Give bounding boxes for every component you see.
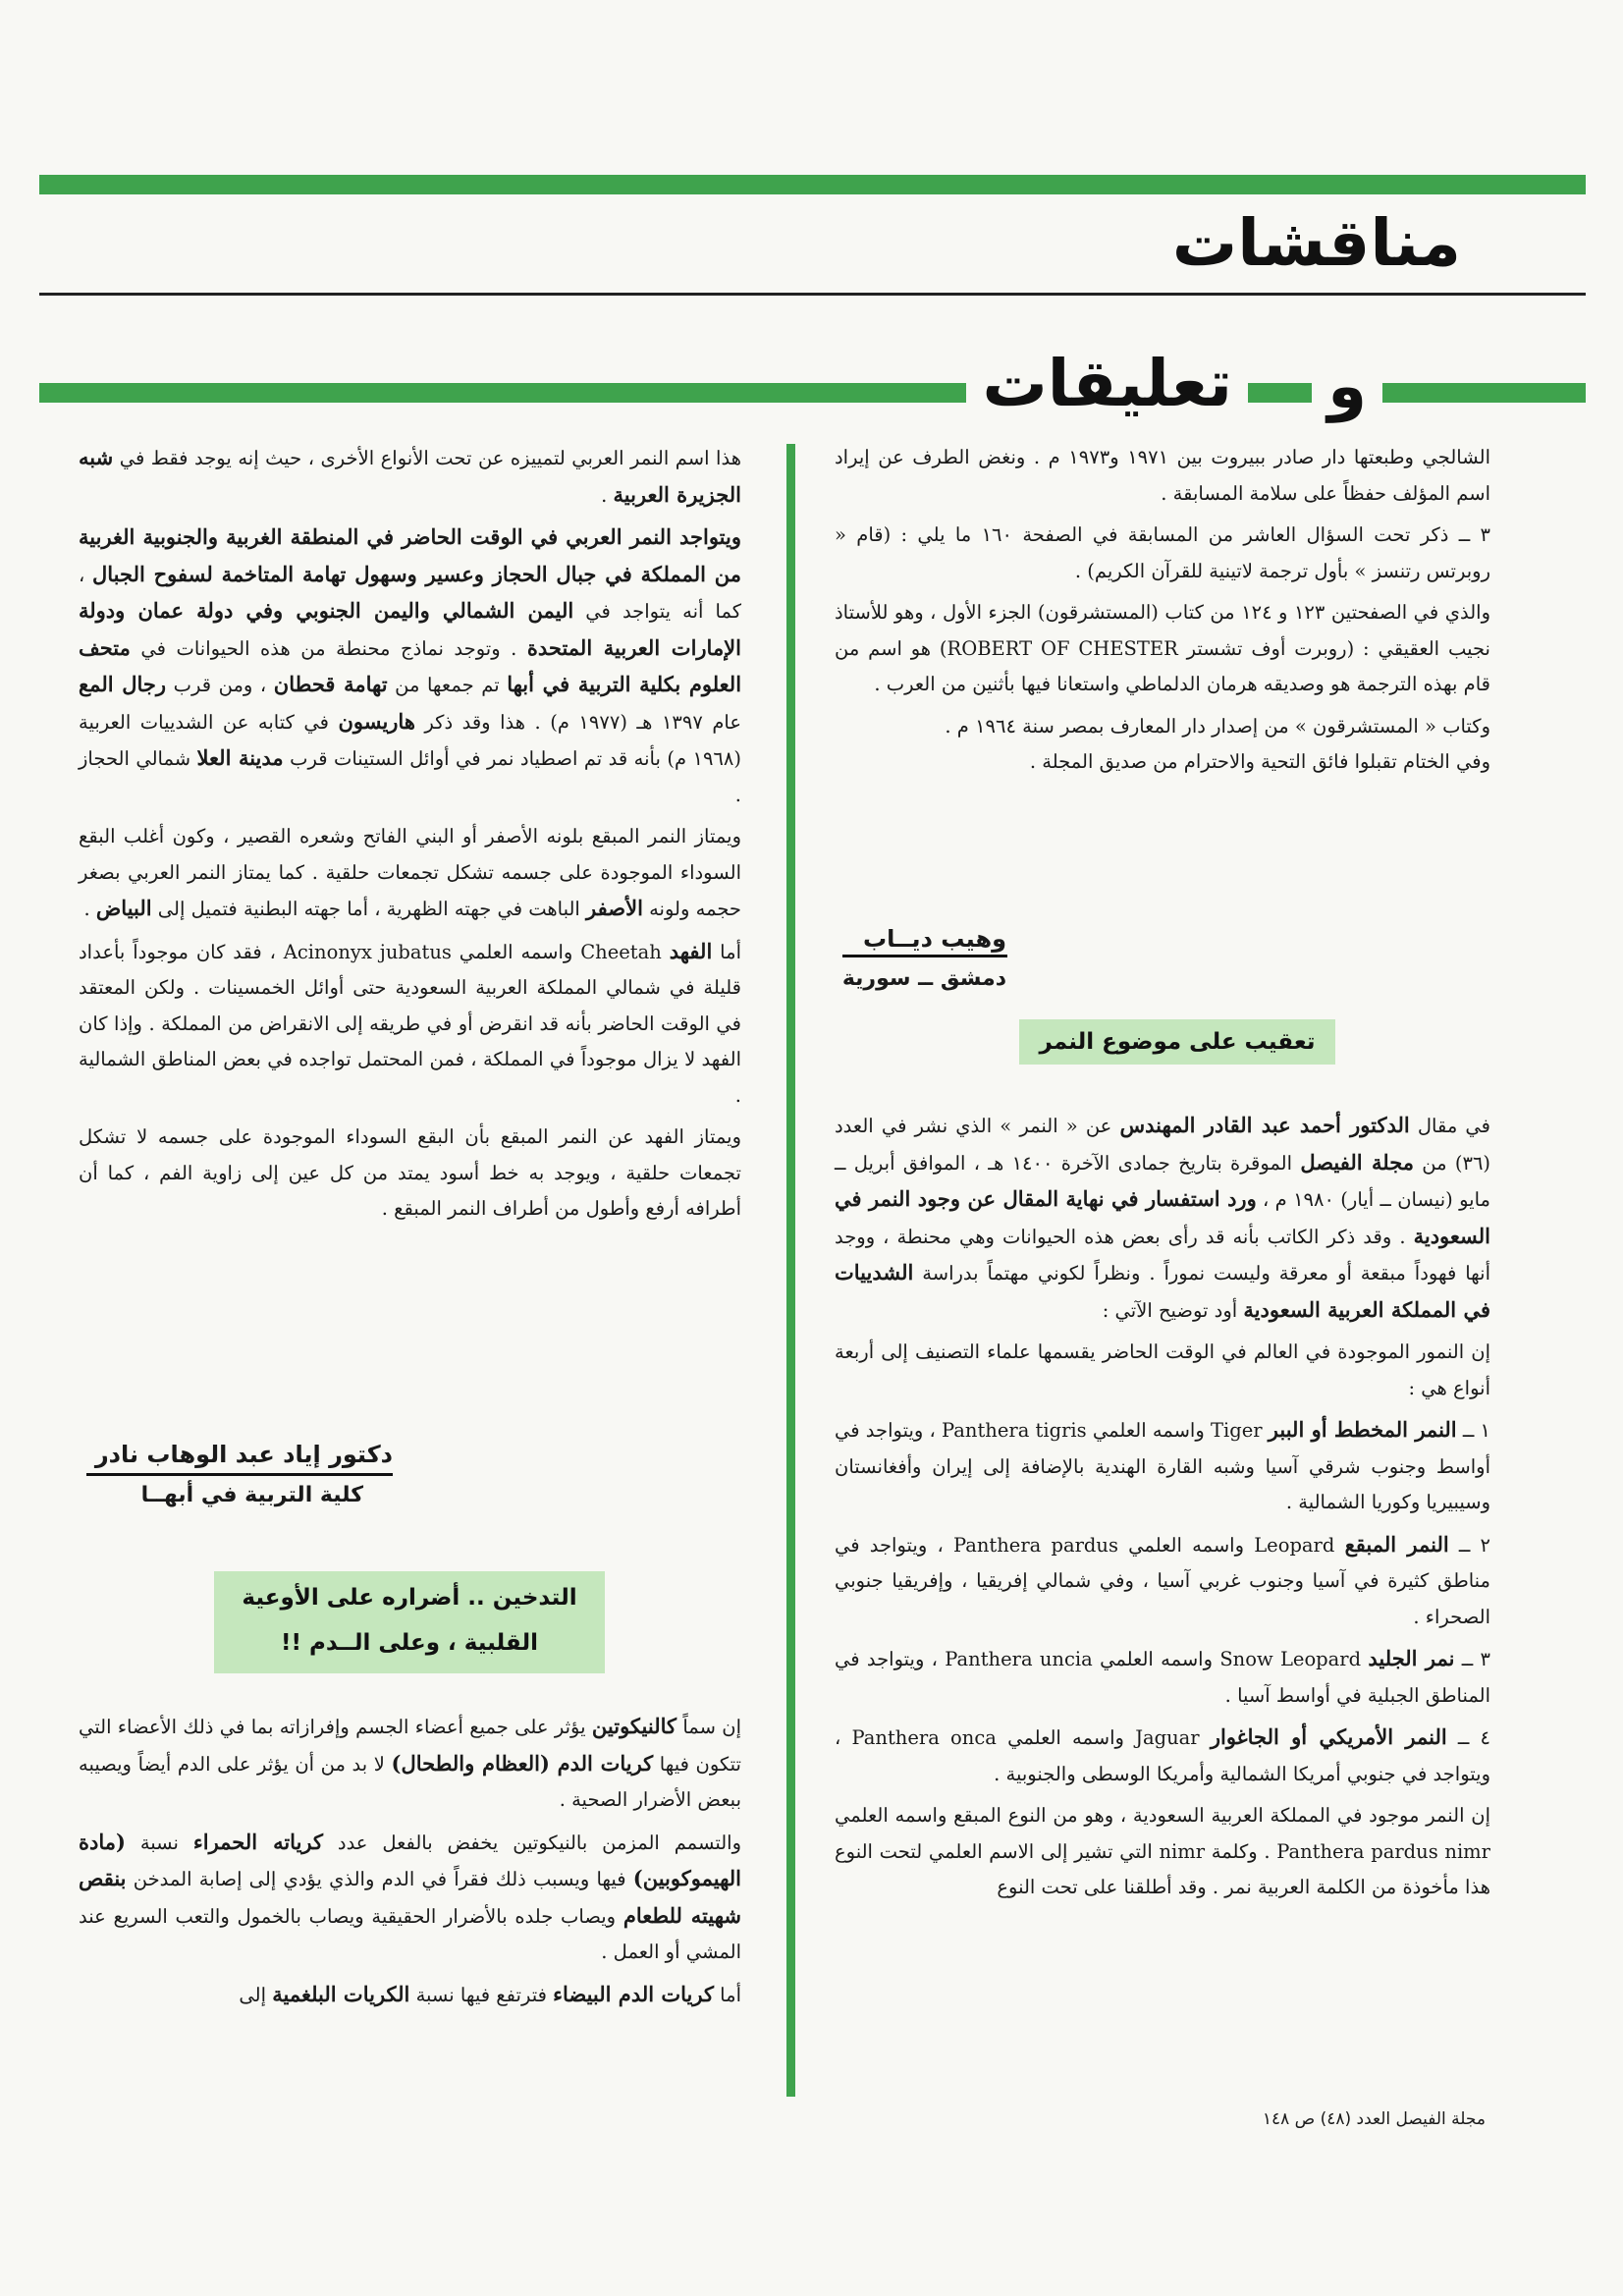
paragraph: إن النمر موجود في المملكة العربية السعودية ، وهو من النوع المبقع واسمه العلمي Panthera pardus nimr . وكلمة nimr التي تشير إلى الاسم العلمي لتحت النوع هذا مأخوذة من الكلمة العربية نمر . وقد أطلقنا على تحت النوع	[835, 1804, 1490, 1898]
paragraph: ويمتاز الفهد عن النمر المبقع بأن البقع السوداء الموجودة على جسمه لا تشكل تجمعات حلقية ، ويوجد به خط أسود يمتد من كل عين إلى زاوية الفم ، كما أن أطرافه أرفع وأطول من أطراف النمر المبقع .	[79, 1125, 741, 1220]
paragraph: إن النمور الموجودة في العالم في الوقت الحاضر يقسمها علماء التصنيف إلى أربعة أنواع هي :	[835, 1340, 1490, 1399]
right-column	[835, 440, 1490, 787]
left-column	[79, 440, 741, 1233]
paragraph: ٣ ــ ذكر تحت السؤال العاشر من المسابقة في الصفحة ١٦٠ ما يلي : (قام « روبرتس رتنسز » بأول ترجمة لاتينية للقرآن الكريم) .	[835, 523, 1490, 582]
section-title-comments: تعليقات	[966, 352, 1248, 416]
header-divider	[39, 293, 1586, 296]
paragraph: والتسمم المزمن بالنيكوتين يخفض بالفعل عدد كرياته الحمراء نسبة (مادة الهيموكوبين) فيها ويسبب ذلك فقراً في الدم والذي يؤدي إلى إصابة المدخن بنقص شهيته للطعام ويصاب جلده بالأضرار الحقيقية ويصاب بالخمول والتعب السريع عند المشي أو العمل .	[79, 1829, 742, 1963]
paragraph: أما الفهد Cheetah واسمه العلمي Acinonyx jubatus ، فقد كان موجوداً بأعداد قليلة في شمالي المملكة العربية السعودية حتى أوائل الخمسينات . ولكن المعتقد في الوقت الحاضر بأنه قد انقرض أو في طريقه إلى الانقراض من المملكة . وإذا كان الفهد لا يزال موجوداً في المملكة ، فمن المحتمل تواجده في بعض المناطق الشمالية .	[79, 938, 741, 1107]
box-heading-line: القلبية ، وعلى الــدم !!	[281, 1630, 538, 1656]
signature-underline	[842, 955, 1007, 957]
species-item: ٣ ــ نمر الجليد Snow Leopard واسمه العلمي Panthera uncia ، ويتواجد في المناطق الجبلية في أواسط آسيا .	[835, 1646, 1490, 1707]
author-signature-name: وهيب ديــاب	[863, 925, 1006, 953]
paragraph: والذي في الصفحتين ١٢٣ و ١٢٤ من كتاب (المستشرقون) الجزء الأول ، وهو للأستاذ نجيب العقيقي : (روبرت أوف تشستر ROBERT OF CHESTER) هو اسم من قام بهذه الترجمة هو وصديقه هرمان الدلماطي واستعانا فيها بأثنين من العرب .	[835, 601, 1490, 695]
paragraph: هذا اسم النمر العربي لتمييزه عن تحت الأنواع الأخرى ، حيث إنه يوجد فقط في شبه الجزيرة العربية .	[79, 445, 741, 507]
paragraph: ويمتاز النمر المبقع بلونه الأصفر أو البني الفاتح وشعره القصير ، وكون أغلب البقع السوداء الموجودة على جسمه تشكل تجمعات حلقية . كما يمتاز النمر العربي بصغر حجمه ولونه الأصفر الباهت في جهته الظهرية ، أما جهته البطنية فتميل إلى البياض .	[79, 825, 741, 920]
section-heading-box	[214, 1571, 605, 1673]
paragraph: ويتواجد النمر العربي في الوقت الحاضر في المنطقة الغربية والجنوبية الغربية من المملكة في جبال الحجاز وعسير وسهول تهامة المتاخمة لسفوح الجبال ، كما أنه يتواجد في اليمن الشمالي واليمن الجنوبي وفي دولة عمان ودولة الإمارات العربية المتحدة . وتوجد نماذج محنطة من هذه الحيوانات في متحف العلوم بكلية التربية في أبها تم جمعها من تهامة قحطان ، ومن قرب رجال المع عام ١٣٩٧ هـ (١٩٧٧ م) . هذا وقد ذكر هاريسون في كتابه عن الشدييات العربية (١٩٦٨ م) بأنه قد تم اصطياد نمر في أوائل الستينات قرب مدينة العلا شمالي الحجاز .	[79, 524, 742, 806]
page-footer: مجلة الفيصل العدد (٤٨) ص ١٤٨	[1262, 2109, 1486, 2129]
author-signature-place: كلية التربية في أبهــا	[140, 1483, 363, 1507]
paragraph: وفي الختام تقبلوا فائق التحية والاحترام من صديق المجلة .	[1029, 750, 1490, 773]
species-item: ١ ــ النمر المخطط أو الببر Tiger واسمه العلمي Panthera tigris ، ويتواجد في أواسط وجنوب شرقي آسيا وشبه القارة الهندية بالإضافة إلى إيران وأفغانستان وسيبيريا وكوريا الشمالية .	[835, 1417, 1490, 1513]
author-signature-place: دمشق ــ سورية	[841, 966, 1006, 991]
section-heading-box: تعقيب على موضوع النمر	[1019, 1019, 1335, 1065]
top-green-rule	[39, 175, 1586, 194]
author-signature-name: دكتور إياد عبد الوهاب نادر	[94, 1441, 393, 1468]
section-title-connector: و	[1312, 355, 1382, 418]
right-column-article	[835, 1108, 1490, 1912]
paragraph: وكتاب « المستشرقون » من إصدار دار المعارف بمصر سنة ١٩٦٤ م .	[945, 714, 1490, 738]
left-column-article	[79, 1709, 741, 2019]
species-item: ٤ ــ النمر الأمريكي أو الجاغوار Jaguar واسمه العلمي Panthera onca ، ويتواجد في جنوبي أمريكا الشمالية وأمريكا الوسطى والجنوبية .	[835, 1724, 1491, 1785]
paragraph: أما كريات الدم البيضاء فترتفع فيها نسبة الكريات البلغمية إلى	[239, 1981, 741, 2006]
section-title-discussions: مناقشات	[1171, 205, 1461, 281]
box-heading-line: التدخين .. أضراره على الأوعية	[242, 1585, 577, 1611]
species-item: ٢ ــ النمر المبقع Leopard واسمه العلمي Panthera pardus ، ويتواجد في مناطق كثيرة في آسيا وجنوب غربي آسيا ، وفي شمالي إفريقيا ، وإفريقيا جنوبي الصحراء .	[835, 1531, 1491, 1628]
signature-underline	[86, 1473, 393, 1476]
paragraph: إن سماً كالنيكوتين يؤثر على جميع أعضاء الجسم وإفرازاته بما في ذلك الأعضاء التي تتكون فيها كريات الدم (العظام والطحال) لا بد من أن يؤثر على الدم أيضاً ويصيبه ببعض الأضرار الصحية .	[79, 1714, 741, 1811]
paragraph: في مقال الدكتور أحمد عبد القادر المهندس عن « النمر » الذي نشر في العدد (٣٦) من مجلة الفيصل الموقرة بتاريخ جمادى الآخرة ١٤٠٠ هـ ، الموافق أبريل ــ مايو (نيسان ــ أيار) ١٩٨٠ م ، ورد استفسار في نهاية المقال عن وجود النمر في السعودية . وقد ذكر الكاتب بأنه قد رأى بعض هذه الحيوانات وهي محنطة ، ووجد أنها فهوداً مبقعة أو معرقة وليست نموراً . ونظراً لكوني مهتماً بدراسة الشدييات في المملكة العربية السعودية أود توضيح الآتي :	[835, 1113, 1491, 1322]
column-separator	[786, 444, 795, 2097]
paragraph: الشالجي وطبعتها دار صادر ببيروت بين ١٩٧١ و١٩٧٣ م . ونغض الطرف عن إيراد اسم المؤلف حفظاً على سلامة المسابقة .	[835, 446, 1490, 505]
